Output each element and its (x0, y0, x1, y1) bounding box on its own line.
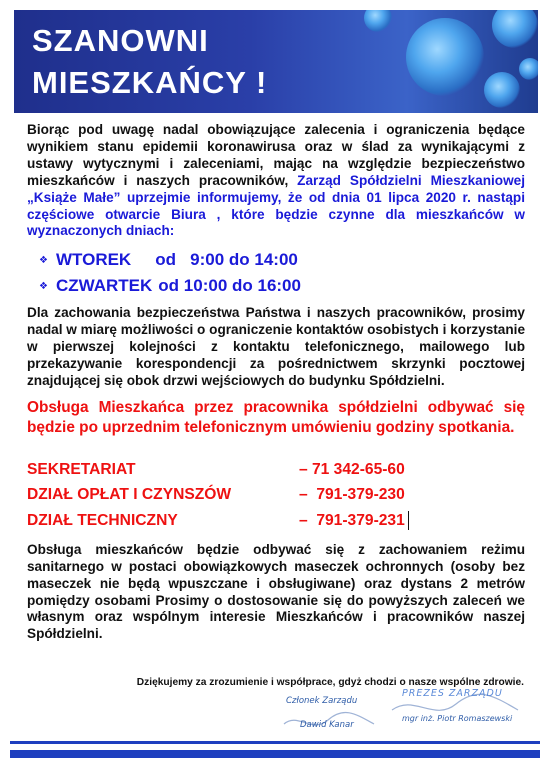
contact-number: – 791-379-230 (299, 486, 405, 504)
day-hours: od 10:00 do 16:00 (158, 276, 301, 296)
day-label: WTOREK (55, 250, 132, 270)
page-title (32, 20, 267, 104)
virus-icon (519, 58, 538, 80)
service-note: Obsługa Mieszkańca przez pracownika spółdzielni odbywać się będzie po uprzednim telefonicznym umówieniu godziny spotkania. (27, 398, 525, 437)
day-hours: od 9:00 do 14:00 (155, 250, 298, 270)
virus-icon (406, 18, 484, 96)
signature-role: PREZES ZARZĄDU (402, 688, 503, 699)
footer-rule-thin (10, 741, 540, 744)
contact-label: DZIAŁ TECHNICZNY (27, 511, 178, 529)
contact-row (27, 508, 525, 533)
diamond-bullet-icon: ❖ (39, 281, 48, 293)
contact-number: – 791-379-231 (299, 511, 405, 529)
notice-body (27, 122, 525, 643)
opening-day-item (39, 273, 525, 299)
signature-name: Dawid Kanar (300, 720, 354, 730)
sanitary-paragraph: Obsługa mieszkańców będzie odbywać się z zachowaniem reżimu sanitarnego w postaci obowiązkowych maseczek ochronnych (osoby bez maseczek nie będą wpuszczane i obsługiwane) oraz dystans 2 metrów pomiędzy osobami Prosimy o dostosowanie się do powyższych zaleceń we własnym oraz wspólnym interesie Mieszkańców i pracowników naszej Spółdzielni. (27, 541, 525, 642)
title-line-1: SZANOWNI (32, 23, 209, 58)
contact-number: – 71 342-65-60 (299, 460, 405, 478)
president-signature (384, 688, 524, 736)
safety-paragraph: Dla zachowania bezpieczeństwa Państwa i naszych pracowników, prosimy nadal w miarę możliwości o ograniczenie kontaktów osobistych i korzystanie w pierwszej kolejności z kontaktu telefonicznego, mailowego lub przekazywanie korespondencji za pośrednictwem skrzynki pocztowej znajdującej się obok drzwi wejściowych do budynku Spółdzielni. (27, 305, 525, 388)
contact-label: DZIAŁ OPŁAT I CZYNSZÓW (27, 486, 232, 504)
intro-paragraph (27, 122, 525, 240)
contact-row (27, 457, 525, 482)
thanks-note: Dziękujemy za zrozumienie i współprace, gdyż chodzi o nasze wspólne zdrowie. (136, 677, 524, 688)
intro-announcement: Zarząd Spółdzielni Mieszkaniowej „Książe Małe” uprzejmie informujemy, że od dnia 01 lipca 2020 r. nastąpi częściowe otwarcie Biura , które będzie czynne dla mieszkańców w wyznaczonych dniach: (27, 172, 526, 239)
text-cursor (408, 511, 409, 530)
title-line-2: MIESZKAŃCY ! (32, 65, 268, 100)
contact-list (27, 457, 525, 533)
contact-label: SEKRETARIAT (27, 460, 136, 478)
opening-day-item (39, 247, 525, 273)
day-label: CZWARTEK (55, 276, 153, 296)
signature-role: Członek Zarządu (286, 696, 358, 706)
virus-icon (492, 10, 538, 48)
virus-icon (364, 10, 392, 32)
virus-icon (484, 72, 520, 108)
contact-row (27, 482, 525, 507)
intro-text: Biorąc pod uwagę nadal obowiązujące zalecenia i ograniczenia będące wynikiem stanu epidemii koronawirusa oraz w ślad za wynikającymi z ustawy wytycznymi i zaleceniami, mając na względzie bezpieczeństwo mieszkańców i naszych pracowników, (27, 122, 525, 188)
opening-hours-list (39, 247, 525, 299)
board-member-signature (278, 694, 378, 736)
header-banner (14, 10, 538, 113)
diamond-bullet-icon: ❖ (39, 255, 48, 267)
footer-rule-thick (10, 750, 540, 758)
signature-name: mgr inż. Piotr Romaszewski (402, 714, 513, 723)
